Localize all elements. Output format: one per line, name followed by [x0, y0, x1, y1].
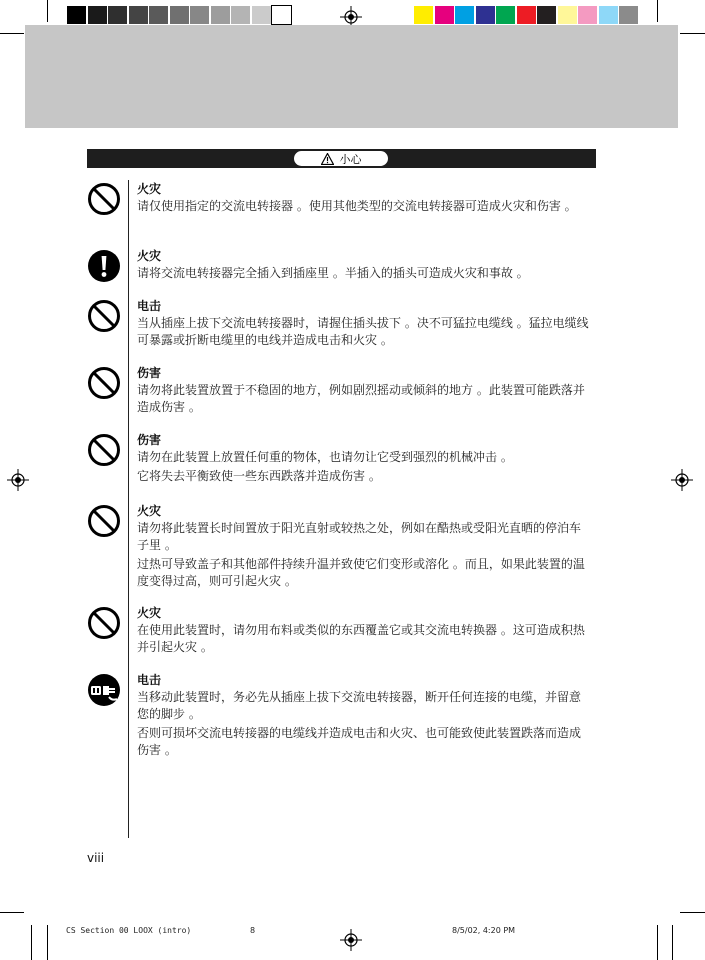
- color-swatch: [496, 6, 515, 24]
- item-paragraph: 请仅使用指定的交流电转接器 。使用其他类型的交流电转接器可造成火灾和伤害 。: [137, 199, 577, 213]
- gray-swatch: [211, 6, 230, 24]
- gray-swatch: [129, 6, 148, 24]
- gray-swatch: [67, 6, 86, 24]
- item-title: 伤害: [137, 433, 162, 447]
- warning-triangle-icon: [321, 153, 334, 165]
- caution-label-pill: [294, 151, 388, 166]
- gray-swatch: [108, 6, 127, 24]
- crop-mark: [657, 925, 658, 960]
- gray-swatch: [252, 6, 271, 24]
- gray-swatch: [88, 6, 107, 24]
- prohibition-icon: [87, 366, 121, 400]
- color-swatch: [435, 6, 454, 24]
- color-swatch: [455, 6, 474, 24]
- registration-mark-icon: [7, 469, 29, 491]
- footer-page: 8: [250, 926, 256, 935]
- mandatory-action-icon: [87, 249, 121, 283]
- footer-file-name: CS Section 00 LOOX (intro): [66, 926, 192, 935]
- color-swatch: [414, 6, 433, 24]
- item-title: 伤害: [137, 366, 162, 380]
- color-swatch: [476, 6, 495, 24]
- color-swatch: [537, 6, 556, 24]
- prohibition-icon: [87, 504, 121, 538]
- item-title: 电击: [137, 673, 162, 687]
- item-paragraph: 请勿在此装置上放置任何重的物体，也请勿让它受到强烈的机械冲击 。: [137, 450, 513, 464]
- header-banner: [25, 25, 678, 128]
- page-number: viii: [87, 851, 105, 865]
- crop-mark: [0, 33, 24, 34]
- item-paragraph: 请勿将此装置长时间置放于阳光直射或较热之处，例如在酷热或受阳光直晒的停泊车子里 。: [137, 521, 582, 552]
- registration-mark-icon: [340, 929, 362, 951]
- crop-mark: [680, 912, 705, 913]
- item-paragraph: 在使用此装置时，请勿用布料或类似的东西覆盖它或其交流电转换器 。这可造成积热并引起火灾 。: [137, 623, 585, 654]
- gray-swatch: [170, 6, 189, 24]
- prohibition-icon: [87, 182, 121, 216]
- item-paragraph: 当移动此装置时，务必先从插座上拔下交流电转接器，断开任何连接的电缆，并留意您的脚步 。: [137, 690, 582, 721]
- color-swatch: [558, 6, 577, 24]
- crop-mark: [31, 925, 32, 960]
- item-paragraph: 请勿将此装置放置于不稳固的地方，例如剧烈摇动或倾斜的地方 。此装置可能跌落并造成伤害 。: [137, 383, 585, 414]
- crop-mark: [47, 925, 48, 960]
- item-paragraph: 过热可导致盖子和其他部件持续升温并致使它们变形或溶化 。而且，如果此装置的温度变得过高，则可引起火灾 。: [137, 557, 585, 588]
- item-title: 火灾: [137, 606, 162, 620]
- item-paragraph: 否则可损坏交流电转接器的电缆线并造成电击和火灾、也可能致使此装置跌落而造成伤害 。: [137, 726, 582, 757]
- color-swatch: [619, 6, 638, 24]
- crop-mark: [47, 0, 48, 22]
- caution-label: 小心: [339, 152, 362, 166]
- registration-mark-icon: [671, 469, 693, 491]
- item-paragraph: 它将失去平衡致使一些东西跌落并造成伤害 。: [137, 469, 381, 483]
- crop-mark: [657, 0, 658, 22]
- unplug-icon: [87, 673, 121, 707]
- prohibition-icon: [87, 606, 121, 640]
- gray-swatch: [190, 6, 209, 24]
- caution-header-bar: [87, 149, 596, 168]
- prohibition-icon: [87, 433, 121, 467]
- color-swatch: [517, 6, 536, 24]
- gray-swatch: [272, 6, 291, 24]
- item-title: 火灾: [137, 504, 162, 518]
- footer-date: 8/5/02, 4:20 PM: [452, 926, 516, 935]
- color-swatch: [578, 6, 597, 24]
- margin-rule: [128, 180, 129, 838]
- prohibition-icon: [87, 299, 121, 333]
- crop-mark: [672, 925, 673, 960]
- item-title: 火灾: [137, 182, 162, 196]
- item-title: 火灾: [137, 249, 162, 263]
- gray-swatch: [231, 6, 250, 24]
- crop-mark: [680, 33, 705, 34]
- gray-swatch: [149, 6, 168, 24]
- item-title: 电击: [137, 299, 162, 313]
- item-paragraph: 请将交流电转接器完全插入到插座里 。半插入的插头可造成火灾和事故 。: [137, 266, 529, 280]
- crop-mark: [0, 912, 24, 913]
- color-swatch: [599, 6, 618, 24]
- item-paragraph: 当从插座上拔下交流电转接器时，请握住插头拔下 。决不可猛拉电缆线 。猛拉电缆线可暴露或折断电缆里的电线并造成电击和火灾 。: [137, 316, 589, 347]
